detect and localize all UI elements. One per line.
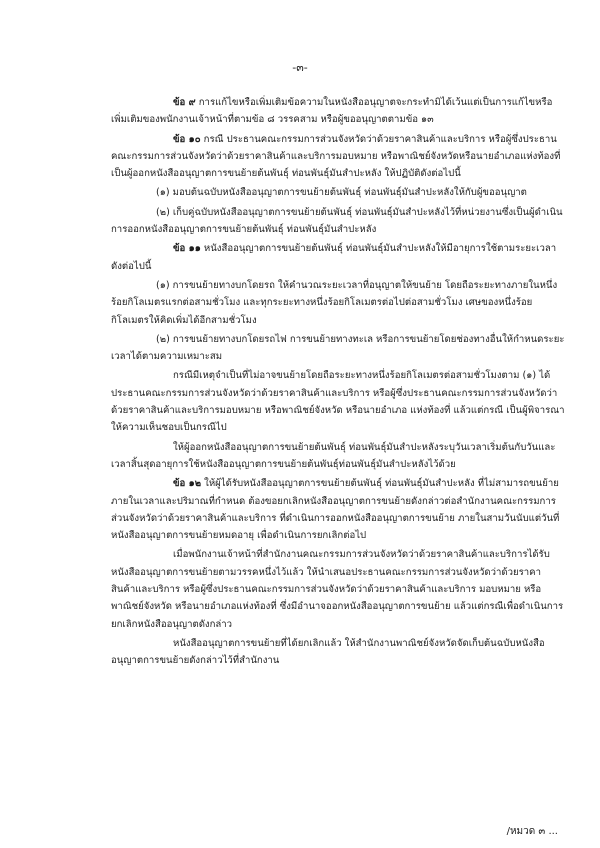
article-10-text: กรณี ประธานคณะกรรมการส่วนจังหวัดว่าด้วยราคาสินค้าและบริการ หรือผู้ซึ่งประธานคณะกรรมการส่วนจังหวัดว่าด้วยราคาสินค้าและบริการมอบหมาย หรือพาณิชย์จังหวัดหรือนายอำเภอแห่งท้องที่ เป็นผู้ออกหนังสืออนุญาตการขนย้ายต้นพันธุ์ ท่อนพันธุ์มันสำปะหลัง ให้ปฏิบัติดังต่อไปนี้ bbox=[111, 133, 561, 180]
article-11-paragraph-2: ให้ผู้ออกหนังสืออนุญาตการขนย้ายต้นพันธุ์ ท่อนพันธุ์มันสำปะหลังระบุวันเวลาเริ่มต้นกับวันและเวลาสิ้นสุดอายุการใช้หนังสืออนุญาตการขนย้ายต้นพันธุ์ท่อนพันธุ์มันสำปะหลังไว้ด้วย bbox=[111, 441, 556, 470]
article-12-label: ข้อ ๑๒ bbox=[173, 478, 202, 490]
article-11 bbox=[111, 240, 565, 275]
article-9-label: ข้อ ๙ bbox=[173, 97, 196, 108]
article-11-text: หนังสืออนุญาตการขนย้ายต้นพันธุ์ ท่อนพันธุ์มันสำปะหลังให้มีอายุการใช้ตามระยะเวลา ดังต่อไปนี้ bbox=[111, 243, 557, 272]
article-12-text: ให้ผู้ได้รับหนังสืออนุญาตการขนย้ายต้นพันธุ์ ท่อนพันธุ์มันสำปะหลัง ที่ไม่สามารถขนย้ายภายในเวลาและปริมาณที่กำหนด ต้องขอยกเลิกหนังสืออนุญาตการขนย้ายดังกล่าวต่อสำนักงานคณะกรรมการส่วนจังหวัดว่าด้วยราคาสินค้าและบริการ ที่ดำเนินการออกหนังสืออนุญาตการขนย้าย ภายในสามวันนับแต่วันที่หนังสืออนุญาตการขนย้ายหมดอายุ เพื่อดำเนินการยกเลิกต่อไป bbox=[111, 478, 560, 542]
article-10-label: ข้อ ๑๐ bbox=[173, 133, 201, 145]
article-11-paragraph-1: กรณีมีเหตุจำเป็นที่ไม่อาจขนย้ายโดยถือระยะทางหนึ่งร้อยกิโลเมตรต่อสามชั่วโมงตาม (๑) ได้ ประธานคณะกรรมการส่วนจังหวัดว่าด้วยราคาสินค้าและบริการ หรือผู้ซึ่งประธานคณะกรรมการส่วนจังหวัดว่าด้วยราคาสินค้าและบริการมอบหมาย หรือพาณิชย์จังหวัด หรือนายอำเภอ แห่งท้องที่ แล้วแต่กรณี เป็นผู้พิจารณาให้ความเห็นชอบเป็นกรณีไป bbox=[111, 370, 565, 434]
page-number: -๓- bbox=[292, 61, 308, 74]
article-11-item-2: (๒) การขนย้ายทางบกโดยรถไฟ การขนย้ายทางทะเล หรือการขนย้ายโดยช่องทางอื่นให้กำหนดระยะเวลาได้ตามความเหมาะสม bbox=[111, 333, 565, 363]
article-11-label: ข้อ ๑๑ bbox=[173, 243, 201, 255]
article-10 bbox=[111, 131, 565, 183]
article-10-item-2: (๒) เก็บคู่ฉบับหนังสืออนุญาตการขนย้ายต้นพันธุ์ ท่อนพันธุ์มันสำปะหลังไว้ที่หน่วยงานซึ่งเป็นผู้ดำเนินการออกหนังสืออนุญาตการขนย้ายต้นพันธุ์ ท่อนพันธุ์มันสำปะหลัง bbox=[111, 206, 563, 236]
article-12-paragraph-1: เมื่อพนักงานเจ้าหน้าที่สำนักงานคณะกรรมการส่วนจังหวัดว่าด้วยราคาสินค้าและบริการได้รับหนังสืออนุญาตการขนย้ายตามวรรคหนึ่งไว้แล้ว ให้นำเสนอประธานคณะกรรมการส่วนจังหวัดว่าด้วยราคาสินค้าและบริการ หรือผู้ซึ่งประธานคณะกรรมการส่วนจังหวัดว่าด้วยราคาสินค้าและบริการ มอบหมาย หรือพาณิชย์จังหวัด หรือนายอำเภอแห่งท้องที่ ซึ่งมีอำนาจออกหนังสืออนุญาตการขนย้าย แล้วแต่กรณีเพื่อดำเนินการยกเลิกหนังสืออนุญาตดังกล่าว bbox=[111, 549, 564, 630]
document-body bbox=[111, 94, 565, 672]
continuation-note: /หมวด ๓ ... bbox=[506, 826, 558, 837]
article-12 bbox=[111, 475, 565, 544]
article-9 bbox=[111, 94, 565, 129]
article-10-item-1: (๑) มอบต้นฉบับหนังสืออนุญาตการขนย้ายต้นพันธุ์ ท่อนพันธุ์มันสำปะหลังให้กับผู้ขออนุญาต bbox=[156, 187, 527, 199]
article-9-text: การแก้ไขหรือเพิ่มเติมข้อความในหนังสืออนุญาตจะกระทำมิได้เว้นแต่เป็นการแก้ไขหรือเพิ่มเติมของพนักงานเจ้าหน้าที่ตามข้อ ๘ วรรคสาม หรือผู้ขออนุญาตตามข้อ ๑๓ bbox=[111, 97, 553, 126]
article-11-item-1: (๑) การขนย้ายทางบกโดยรถ ให้คำนวณระยะเวลาที่อนุญาตให้ขนย้าย โดยถือระยะทางภายในหนึ่งร้อยกิโลเมตรแรกต่อสามชั่วโมง และทุกระยะทางหนึ่งร้อยกิโลเมตรต่อไปต่อสามชั่วโมง เศษของหนึ่งร้อยกิโลเมตรให้คิดเพิ่มได้อีกสามชั่วโมง bbox=[111, 279, 558, 326]
article-12-paragraph-2: หนังสืออนุญาตการขนย้ายที่ได้ยกเลิกแล้ว ให้สำนักงานพาณิชย์จังหวัดจัดเก็บต้นฉบับหนังสืออนุญาตการขนย้ายดังกล่าวไว้ที่สำนักงาน bbox=[111, 637, 545, 667]
